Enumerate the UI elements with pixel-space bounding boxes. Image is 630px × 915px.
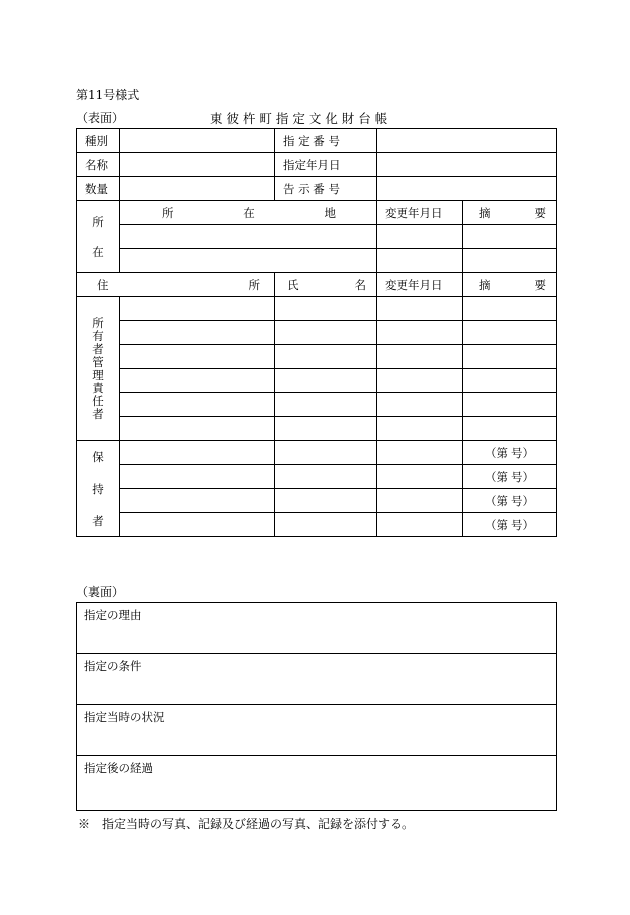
registry-table	[76, 128, 557, 537]
owner-manager-side-label	[77, 297, 120, 441]
quantity-row	[77, 177, 557, 201]
holder-row	[77, 465, 557, 489]
owner-header-row	[77, 273, 557, 297]
back-section-conditions[interactable]	[77, 654, 556, 705]
back-section-label: 指定後の経過	[84, 761, 153, 775]
header-char: 要	[534, 205, 546, 220]
holder-address-cell[interactable]	[120, 465, 275, 489]
holder-number-open: （第	[485, 517, 508, 532]
owner-row	[77, 417, 557, 441]
owner-change-date-cell[interactable]	[377, 393, 463, 417]
owner-name-header	[275, 273, 377, 297]
owner-summary-cell[interactable]	[463, 393, 557, 417]
designation-date-label: 指定年月日	[275, 153, 377, 177]
holder-number-close: 号）	[511, 469, 534, 484]
holder-change-date-cell[interactable]	[377, 513, 463, 537]
header-char: 氏	[287, 277, 299, 292]
type-label: 種別	[77, 129, 120, 153]
location-row	[77, 249, 557, 273]
location-change-date-header: 変更年月日	[377, 201, 463, 225]
owner-change-date-cell[interactable]	[377, 369, 463, 393]
owner-change-date-header: 変更年月日	[377, 273, 463, 297]
owner-row	[77, 321, 557, 345]
location-summary-cell[interactable]	[463, 249, 557, 273]
designation-number-label: 指 定 番 号	[275, 129, 377, 153]
location-address-cell[interactable]	[120, 249, 377, 273]
owner-address-cell[interactable]	[120, 297, 275, 321]
holder-char: 持	[92, 481, 104, 496]
location-address-header	[120, 201, 377, 225]
holder-name-cell[interactable]	[275, 489, 377, 513]
owner-summary-cell[interactable]	[463, 321, 557, 345]
holder-number-open: （第	[485, 469, 508, 484]
holder-address-cell[interactable]	[120, 441, 275, 465]
owner-address-cell[interactable]	[120, 393, 275, 417]
location-side-char-2: 在	[92, 244, 104, 259]
holder-address-cell[interactable]	[120, 489, 275, 513]
holder-number-cell[interactable]	[463, 465, 557, 489]
quantity-value[interactable]	[120, 177, 275, 201]
owner-row	[77, 345, 557, 369]
footnote: ※ 指定当時の写真、記録及び経過の写真、記録を添付する。	[78, 817, 415, 831]
owner-change-date-cell[interactable]	[377, 321, 463, 345]
notice-number-value[interactable]	[377, 177, 557, 201]
owner-summary-cell[interactable]	[463, 369, 557, 393]
owner-name-cell[interactable]	[275, 417, 377, 441]
location-side-label	[77, 201, 120, 273]
header-char: 所	[162, 205, 174, 220]
header-char: 住	[97, 277, 109, 292]
owner-row	[77, 297, 557, 321]
back-section-status-at-designation[interactable]	[77, 705, 556, 756]
owner-address-cell[interactable]	[120, 321, 275, 345]
location-address-cell[interactable]	[120, 225, 377, 249]
owner-address-cell[interactable]	[120, 345, 275, 369]
location-change-date-cell[interactable]	[377, 249, 463, 273]
holder-row	[77, 489, 557, 513]
owner-address-header	[77, 273, 275, 297]
owner-summary-cell[interactable]	[463, 345, 557, 369]
holder-char: 者	[92, 513, 104, 528]
holder-number-open: （第	[485, 493, 508, 508]
owner-summary-cell[interactable]	[463, 297, 557, 321]
location-change-date-cell[interactable]	[377, 225, 463, 249]
designation-number-value[interactable]	[377, 129, 557, 153]
header-char: 要	[534, 277, 546, 292]
owner-name-cell[interactable]	[275, 345, 377, 369]
page-title: 東 彼 杵 町 指 定 文 化 財 台 帳	[210, 111, 388, 126]
location-summary-header	[463, 201, 557, 225]
header-char: 名	[354, 277, 366, 292]
owner-row	[77, 369, 557, 393]
holder-number-open: （第	[485, 445, 508, 460]
designation-date-value[interactable]	[377, 153, 557, 177]
header-char: 摘	[479, 205, 491, 220]
holder-change-date-cell[interactable]	[377, 441, 463, 465]
owner-manager-char: 任	[92, 393, 104, 408]
holder-change-date-cell[interactable]	[377, 489, 463, 513]
owner-manager-char: 管	[92, 354, 104, 369]
holder-row	[77, 513, 557, 537]
header-char: 所	[248, 277, 260, 292]
holder-name-cell[interactable]	[275, 441, 377, 465]
owner-manager-char: 有	[92, 328, 104, 343]
owner-manager-char: 者	[92, 341, 104, 356]
location-header-row	[77, 201, 557, 225]
owner-name-cell[interactable]	[275, 321, 377, 345]
holder-number-cell[interactable]	[463, 489, 557, 513]
holder-change-date-cell[interactable]	[377, 465, 463, 489]
owner-name-cell[interactable]	[275, 393, 377, 417]
name-row	[77, 153, 557, 177]
back-section-label: 指定の条件	[84, 659, 142, 673]
holder-number-close: 号）	[511, 445, 534, 460]
header-char: 摘	[479, 277, 491, 292]
holder-name-cell[interactable]	[275, 465, 377, 489]
holder-number-cell[interactable]	[463, 441, 557, 465]
notice-number-label: 告 示 番 号	[275, 177, 377, 201]
quantity-label: 数量	[77, 177, 120, 201]
holder-address-cell[interactable]	[120, 513, 275, 537]
back-label: （裏面）	[76, 585, 125, 599]
name-value[interactable]	[120, 153, 275, 177]
holder-row	[77, 441, 557, 465]
front-label: （表面）	[76, 111, 125, 125]
location-row	[77, 225, 557, 249]
header-char: 地	[324, 205, 336, 220]
back-sections	[76, 602, 557, 811]
back-section-reason[interactable]	[77, 603, 556, 654]
owner-address-cell[interactable]	[120, 417, 275, 441]
holder-side-label	[77, 441, 120, 537]
owner-change-date-cell[interactable]	[377, 297, 463, 321]
location-side-char-1: 所	[92, 214, 104, 229]
owner-manager-char: 理	[92, 367, 104, 382]
holder-name-cell[interactable]	[275, 513, 377, 537]
holder-number-cell[interactable]	[463, 513, 557, 537]
owner-summary-header	[463, 273, 557, 297]
owner-manager-char: 所	[92, 315, 104, 330]
header-char: 在	[243, 205, 255, 220]
owner-summary-cell[interactable]	[463, 417, 557, 441]
holder-number-close: 号）	[511, 493, 534, 508]
type-value[interactable]	[120, 129, 275, 153]
owner-change-date-cell[interactable]	[377, 345, 463, 369]
back-section-after-designation[interactable]	[77, 756, 556, 807]
form-number: 第11号様式	[76, 88, 140, 102]
owner-change-date-cell[interactable]	[377, 417, 463, 441]
back-section-label: 指定当時の状況	[84, 710, 165, 724]
holder-char: 保	[92, 449, 104, 464]
holder-number-close: 号）	[511, 517, 534, 532]
owner-row	[77, 393, 557, 417]
name-label: 名称	[77, 153, 120, 177]
location-summary-cell[interactable]	[463, 225, 557, 249]
owner-name-cell[interactable]	[275, 369, 377, 393]
type-row	[77, 129, 557, 153]
owner-name-cell[interactable]	[275, 297, 377, 321]
owner-manager-char: 責	[92, 380, 104, 395]
owner-address-cell[interactable]	[120, 369, 275, 393]
owner-manager-char: 者	[92, 406, 104, 421]
back-section-label: 指定の理由	[84, 608, 142, 622]
